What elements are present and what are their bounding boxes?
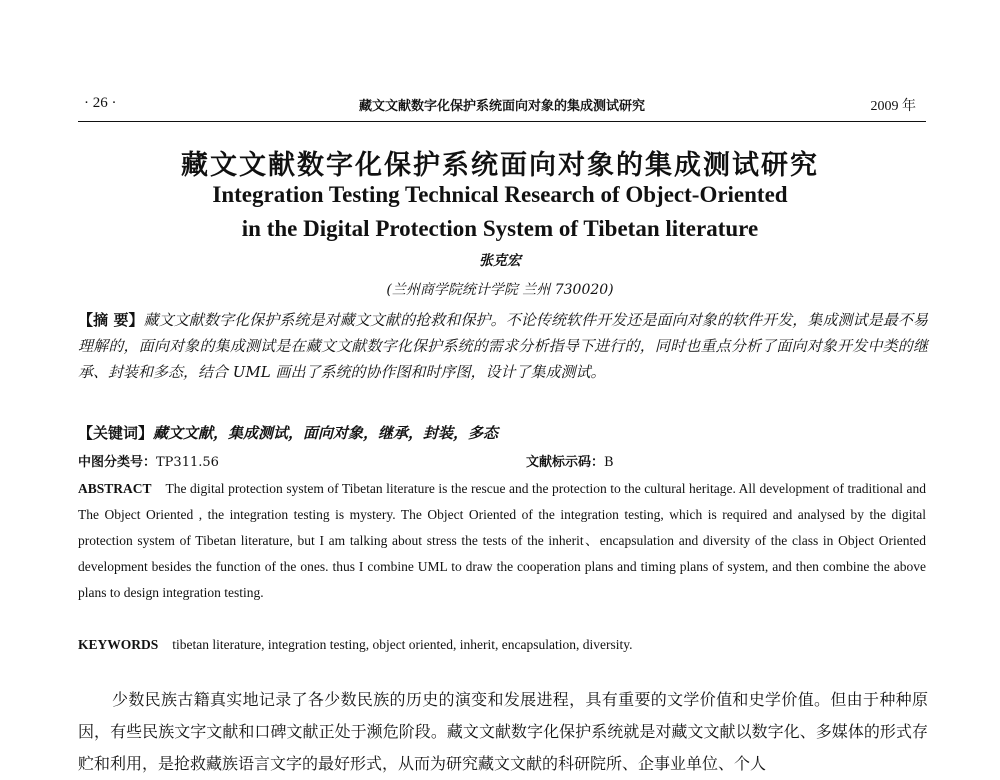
english-keywords [78, 637, 926, 653]
chinese-keywords [78, 422, 928, 443]
english-abstract-label: ABSTRACT [78, 481, 152, 496]
english-keywords-text: tibetan literature, integration testing, object oriented, inherit, encapsulation, diversity. [172, 637, 633, 652]
header-rule [78, 121, 926, 122]
chinese-abstract [78, 307, 928, 385]
author-name: 张克宏 [479, 253, 521, 269]
classification-row [78, 451, 928, 471]
clc-number [78, 451, 219, 470]
english-abstract-text: The digital protection system of Tibetan literature is the rescue and the protection to the cultural heritage. All development of traditional and The Object Oriented , the integration testing is mystery. The Object Oriented of the integration testing, which is required and analysed by the digital protection system of Tibetan literature, but I am talking about stress the tests of the inherit、encapsulation and diversity of the class in Object Oriented development besides the function of the ones. thus I combine UML to draw the cooperation plans and timing plans of system, and then combine the above plans to design integration testing. [78, 481, 926, 600]
document-code [526, 451, 614, 470]
running-header [78, 95, 926, 117]
chinese-keywords-text: 藏文文献，集成测试，面向对象，继承，封装，多态 [153, 424, 499, 442]
english-keywords-label: KEYWORDS [78, 637, 159, 652]
chinese-title: 藏文文献数字化保护系统面向对象的集成测试研究 [181, 150, 819, 181]
clc-label: 中图分类号： [78, 455, 157, 470]
running-title: 藏文文献数字化保护系统面向对象的集成测试研究 [358, 99, 645, 114]
document-code-value: B [604, 455, 614, 470]
english-abstract [78, 476, 926, 606]
author-affiliation: (兰州商学院统计学院 兰州 730020) [386, 282, 614, 298]
chinese-abstract-text: 藏文文献数字化保护系统是对藏文文献的抢救和保护。不论传统软件开发还是面向对象的软件开发，集成测试是最不易理解的，面向对象的集成测试是在藏文文献数字化保护系统的需求分析指导下进行的，同时也重点分析了面向对象开发中类的继承、封装和多态，结合 UML 画出了系统的协作图和时序图，设计了集成测试。 [78, 311, 928, 381]
chinese-abstract-label: 【摘 要】 [78, 311, 144, 329]
document-code-label: 文献标示码： [526, 455, 605, 470]
clc-value: TP311.56 [156, 455, 219, 470]
chinese-keywords-label: 【关键词】 [78, 424, 154, 442]
body-paragraph: 少数民族古籍真实地记录了各少数民族的历史的演变和发展进程，具有重要的文学价值和史学价值。但由于种种原因，有些民族文字文献和口碑文献正处于濒危阶段。藏文文献数字化保护系统就是对藏文文献以数字化、多媒体的形式存贮和利用，是抢救藏族语言文字的最好形式，从而为研究藏文文献的科研院所、企事业单位、个人 [78, 690, 928, 773]
english-title-line1: Integration Testing Technical Research of Object-Oriented [212, 182, 788, 207]
english-title-line2: in the Digital Protection System of Tibetan literature [241, 216, 759, 241]
page-number: · 26 · [84, 95, 117, 111]
header-year: 2009 年 [870, 99, 916, 114]
